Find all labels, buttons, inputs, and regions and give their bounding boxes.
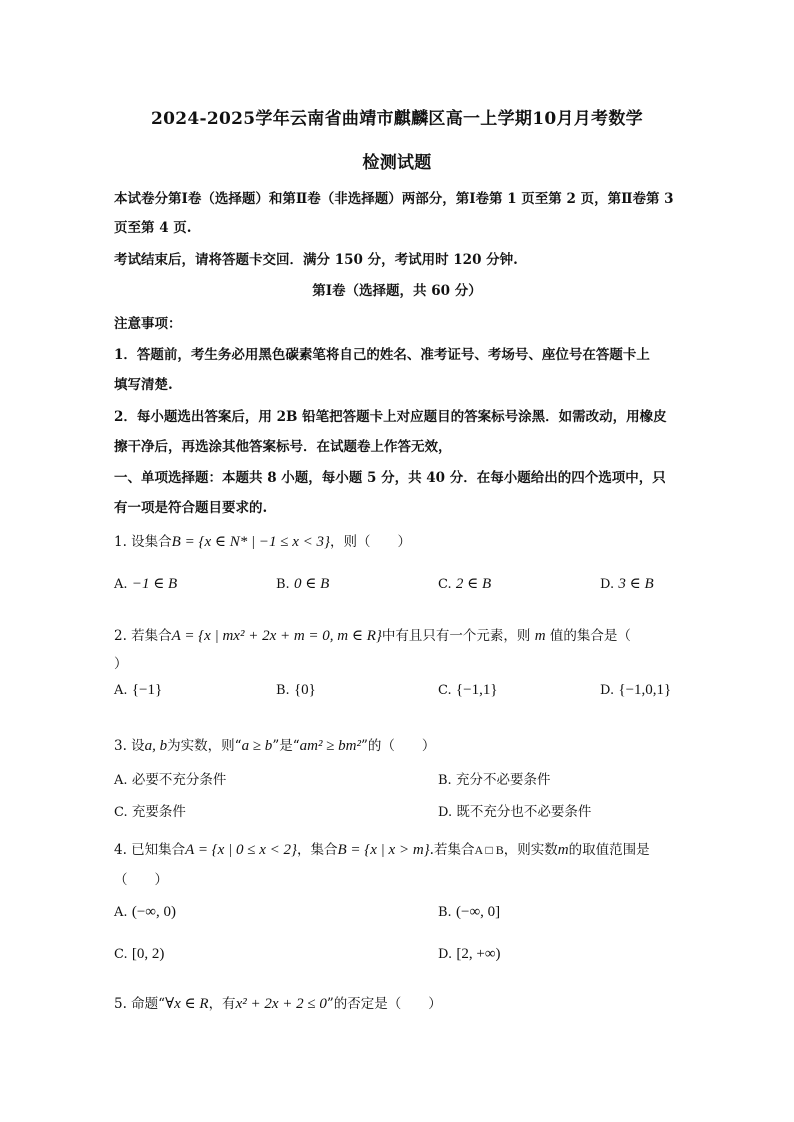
exam-title-line1: 2024-2025学年云南省曲靖市麒麟区高一上学期10月月考数学 [151, 109, 643, 129]
q4-option-b: B. (−∞, 0] [438, 904, 501, 920]
question-4-stem: 4. 已知集合A = {x | 0 ≤ x < 2}，集合B = {x | x > m}.若集合A □ B，则实数m的取值范围是 [114, 842, 650, 858]
intro-paragraph-1b: 页至第 4 页. [114, 220, 192, 236]
part-heading-a: 一、单项选择题：本题共 8 小题，每小题 5 分，共 40 分．在每小题给出的四个选项中，只 [114, 470, 666, 486]
q2-option-c: C. {−1,1} [438, 682, 498, 698]
notice-item-2b: 擦干净后，再选涂其他答案标号．在试题卷上作答无效， [114, 439, 452, 455]
question-4-stem-end: （ ） [114, 872, 168, 888]
notice-title: 注意事项： [114, 316, 182, 332]
q2-option-d: D. {−1,0,1} [600, 682, 672, 698]
q1-option-c: C. 2 ∈ B [438, 576, 492, 592]
q2-option-b: B. {0} [276, 682, 316, 698]
notice-item-1b: 填写清楚. [114, 377, 173, 393]
part-heading-b: 有一项是符合题目要求的. [114, 500, 268, 516]
notice-item-2a: 2．每小题选出答案后，用 2B 铅笔把答题卡上对应题目的答案标号涂黑．如需改动，用橡皮 [114, 409, 667, 425]
q4-option-c: C. [0, 2) [114, 946, 165, 962]
q1-option-d: D. 3 ∈ B [600, 576, 654, 592]
question-2-stem-end: ） [114, 656, 128, 672]
question-2-stem: 2. 若集合A = {x | mx² + 2x + m = 0, m ∈ R}中有且只有一个元素，则 m 值的集合是（ [114, 628, 631, 644]
notice-item-1a: 1．答题前，考生务必用黑色碳素笔将自己的姓名、准考证号、考场号、座位号在答题卡上 [114, 347, 650, 363]
section-heading: 第Ⅰ卷（选择题，共 60 分） [312, 283, 482, 299]
set-expression: B = {x ∈ N* | −1 ≤ x < 3} [171, 534, 330, 550]
q2-option-a: A. {−1} [114, 682, 163, 698]
intro-paragraph-1a: 本试卷分第Ⅰ卷（选择题）和第Ⅱ卷（非选择题）两部分，第Ⅰ卷第 1 页至第 2 页，第Ⅱ卷第 3 [114, 191, 674, 207]
q1-option-b: B. 0 ∈ B [276, 576, 330, 592]
set-expression: A = {x | mx² + 2x + m = 0, m ∈ R} [171, 628, 382, 644]
q4-option-a: A. (−∞, 0) [114, 904, 176, 920]
question-5-stem: 5. 命题“∀x ∈ R，有x² + 2x + 2 ≤ 0”的否定是（ ） [114, 996, 442, 1012]
question-3-stem: 3. 设a, b为实数，则“a ≥ b”是“am² ≥ bm²”的（ ） [114, 738, 436, 754]
q1-option-a: A. −1 ∈ B [114, 576, 178, 592]
question-1-stem: 1. 设集合B = {x ∈ N* | −1 ≤ x < 3}，则（ ） [114, 534, 411, 550]
q3-option-b: B. 充分不必要条件 [438, 772, 551, 788]
q3-option-d: D. 既不充分也不必要条件 [438, 804, 592, 820]
q4-option-d: D. [2, +∞) [438, 946, 501, 962]
q3-option-c: C. 充要条件 [114, 804, 186, 820]
exam-title-line2: 检测试题 [362, 153, 432, 173]
q3-option-a: A. 必要不充分条件 [114, 772, 227, 788]
intro-paragraph-2: 考试结束后，请将答题卡交回．满分 150 分，考试用时 120 分钟. [114, 252, 518, 268]
